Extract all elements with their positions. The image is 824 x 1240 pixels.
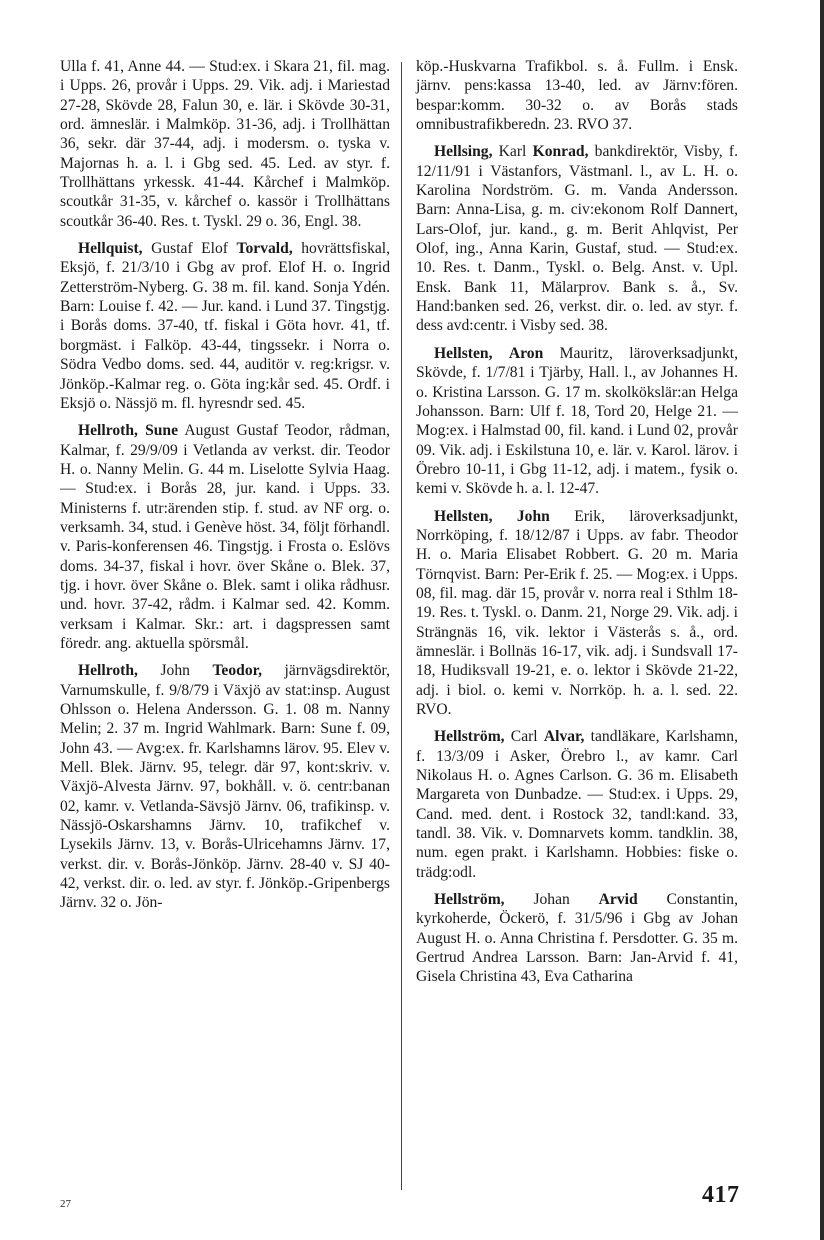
entry-surname: Hellroth, [78,422,138,440]
entry-callname: Konrad, [532,143,589,161]
entry-continuation [416,57,738,134]
entry-text: hovrättsfiskal, Eksjö, f. 21/3/10 i Gbg av prof. Elof H. o. Ingrid Zetterström-Nyberg. G. 38 m. fil. kand. Sonja Ydén. Barn: Louise f. 42. — Jur. kand. i Lund 37. Tingstjg. i Borås doms. 37-40, tf. fiskal i Göta hovr. 41, tf. borgmäst. i Falköp. 43-44, tingssekr. i Norra o. Södra Vedbo doms. sed. 44, auditör v. reg:krigsr. v. Jönköp.-Kalmar reg. o. Göta ing:kår sed. 45. Ordf. i Eksjö o. Nässjö m. fl. hyresndr sed. 45. [60,240,391,412]
entry-text: bankdirektör, Visby, f. 12/11/91 i Västanfors, Västmanl. l., av L. H. o. Karolina Nordström. G. m. Vanda Andersson. Barn: Anna-Lisa, g. m. civ:ekonom Rolf Dannert, Lars-Olof, jur. kand., g. m. Berit Ahlqvist, Per Olof, ing., Anna Karin, Gustaf, stud. — Stud:ex. 10. Res. t. Danm., Tyskl. o. Belg. Anst. v. Upl. Ensk. Bank 11, Mälarprov. Bank s. å., Sv. Hand:banken sed. 26, verkst. dir. o. led. av styr. f. dess avd:centr. i Visby sed. 38. [416,143,738,335]
entry-text: tandläkare, Karlshamn, f. 13/3/09 i Asker, Örebro l., av kamr. Carl Nikolaus H. o. Agnes Carlson. G. 36 m. Elisabeth Margareta von Dunbadze. — Stud:ex. i Upps. 29, Cand. med. dent. i Rostock 32, tandl:kand. 33, tandl. 38. Vik. v. Domnarvets komm. tandklin. 38, num. egen prakt. i Karlshamn. Hobbies: fiske o. trädg:odl. [416,728,738,881]
entry-surname: Hellquist, [78,240,143,258]
entry-surname: Hellsten, [434,344,493,362]
entry-given-names: Gustaf Elof [151,240,229,258]
entry-text: Ulla f. 41, Anne 44. — Stud:ex. i Skara 21, fil. mag. i Upps. 26, provår i Upps. 29. Vik. adj. i Mariestad 27-28, Skövde 28, Falun 30, e. lär. i Skövde 30-31, ord. ämneslär. i Malmköp. 31-36, adj. i Trollhättan 36, sekr. där 37-44, adj. i modersm. o. tyska v. Majornas h. a. l. i Gbg sed. 45. Led. av styr. f. Trollhättans yrkessk. 41-44. Kårchef i Malmköp. scoutkår 31-35, v. kårchef o. kassör i Trollhättans scoutkår 36-40. Res. t. Tyskl. 29 o. 36, Engl. 38. [60,58,390,230]
biography-entry [416,507,738,720]
entry-text: järnvägsdirektör, Varnumskulle, f. 9/8/79 i Växjö av stat:insp. August Ohlsson o. Helena Andersson. G. 1. 08 m. Nanny Melin; 2. 37 m. Ingrid Wahlmark. Barn: Sune f. 09, John 43. — Avg:ex. fr. Karlshamns lärov. 95. Elev v. Mell. Blek. Järnv. 95, telegr. där 97, kont:skriv. v. Växjö-Alvesta Järnv. 97, bokhåll. v. ö. centr:banan 02, kamr. v. Vetlanda-Sävsjö Järnv. 06, trafikinsp. v. Nässjö-Oskarshamns Järnv. 10, trafikchef v. Lysekils Järnv. 13, v. Borås-Ulricehamns Järnv. 17, verkst. dir. v. Borås-Jönköp. Järnv. 28-40 v. SJ 40-42, verkst. dir. o. led. av styr. f. Jönköp.-Gripenbergs Järnv. 32 o. Jön- [60,662,390,912]
entry-given-names: John [160,662,190,680]
entry-callname: Alvar, [543,728,585,746]
biography-entry [60,421,390,653]
biography-entry [416,890,738,987]
entry-text: Constantin, kyrkoherde, Öckerö, f. 31/5/96 i Gbg av Johan August H. o. Anna Christina f. Persdotter. G. 35 m. Gertrud Andrea Larsson. Barn: Jan-Arvid f. 41, Gisela Christina 43, Eva Catharina [416,891,738,986]
entry-surname: Hellsten, [434,507,493,525]
entry-callname: Torvald, [236,240,293,258]
biography-entry [416,344,738,499]
page-number: 417 [702,1182,740,1208]
biography-entry [416,727,738,882]
entry-surname: Hellström, [434,891,505,909]
biography-entry [60,239,390,413]
entry-given-names: Johan [533,891,570,909]
entry-callname: Sune [145,422,179,440]
entry-continuation [60,57,390,231]
entry-callname: John [516,507,550,525]
entry-callname: Arvid [598,891,638,909]
right-column [416,57,738,995]
entry-surname: Hellström, [434,728,505,746]
biography-entry [416,142,738,335]
entry-callname: Aron [508,344,544,362]
biography-entry [60,661,390,912]
left-column [60,57,390,921]
entry-surname: Hellsing, [434,143,493,161]
entry-text: August Gustaf Teodor, rådman, Kalmar, f. 29/9/09 i Vetlanda av verkst. dir. Teodor H. o. Nanny Melin. G. 44 m. Liselotte Sylvia Haag. — Stud:ex. i Borås 28, jur. kand. i Upps. 33. Ministerns f. utr:ärenden stip. f. stud. av NF org. o. verksamh. 34, stud. i Genève höst. 34, följt förhandl. v. Paris-konferensen 46. Tingstjg. i Frosta o. Eslövs doms. 34-37, fiskal i hovr. över Skåne o. Blek. 37, tjg. i hovr. över Skåne o. Blek. samt i olika rådhusr. und. hovr. 37-42, rådm. i Kalmar sed. 42. Komm. verksam i Kalmar. Skr.: art. i dagspressen samt föredr. ang. aktuella spörsmål. [60,422,390,652]
entry-text: köp.-Huskvarna Trafikbol. s. å. Fullm. i Ensk. järnv. pens:kassa 13-40, led. av Järnv:fören. bespar:komm. 30-32 o. av Borås stads omnibustrafikberedn. 23. RVO 37. [416,58,738,134]
scan-edge [820,0,824,1240]
entry-surname: Hellroth, [78,662,138,680]
entry-given-names: Carl [510,728,538,746]
signature-mark: 27 [60,1198,71,1210]
entry-given-names: Karl [498,143,527,161]
entry-callname: Teodor, [212,662,262,680]
entry-text: Mauritz, läroverksadjunkt, Skövde, f. 1/7/81 i Tjärby, Hall. l., av Johannes H. o. Kristina Larsson. G. 17 m. skolkökslär:an Helga Johansson. Barn: Ulf f. 18, Tord 20, Helge 21. — Mog:ex. i Halmstad 00, fil. kand. i Lund 02, provår 09. Vik. adj. i Eskilstuna 10, e. lär. v. Karol. lärov. i Örebro 10-11, i Gbg 11-12, adj. i matem., fysik o. kemi v. Skövde h. a. l. 12-47. [416,344,738,498]
entry-text: Erik, läroverksadjunkt, Norrköping, f. 18/12/87 i Upps. av fabr. Theodor H. o. Maria Elisabet Robbert. G. 20 m. Maria Törnqvist. Barn: Per-Erik f. 25. — Mog:ex. i Upps. 08, fil. mag. där 15, provår v. norra real i Sthlm 18-19. Res. t. Tyskl. o. Danm. 21, Norge 29. Vik. adj. i Strängnäs 16, vik. lektor i Västerås s. å., ord. ämneslär. i Bollnäs 16-17, vik. adj. i Sundsvall 17-18, Hudiksvall 19-21, e. o. lektor i Skövde 21-22, adj. i biol. o. kemi v. Norrköp. h. a. l. sed. 22. RVO. [416,507,738,718]
column-divider [401,62,402,1190]
